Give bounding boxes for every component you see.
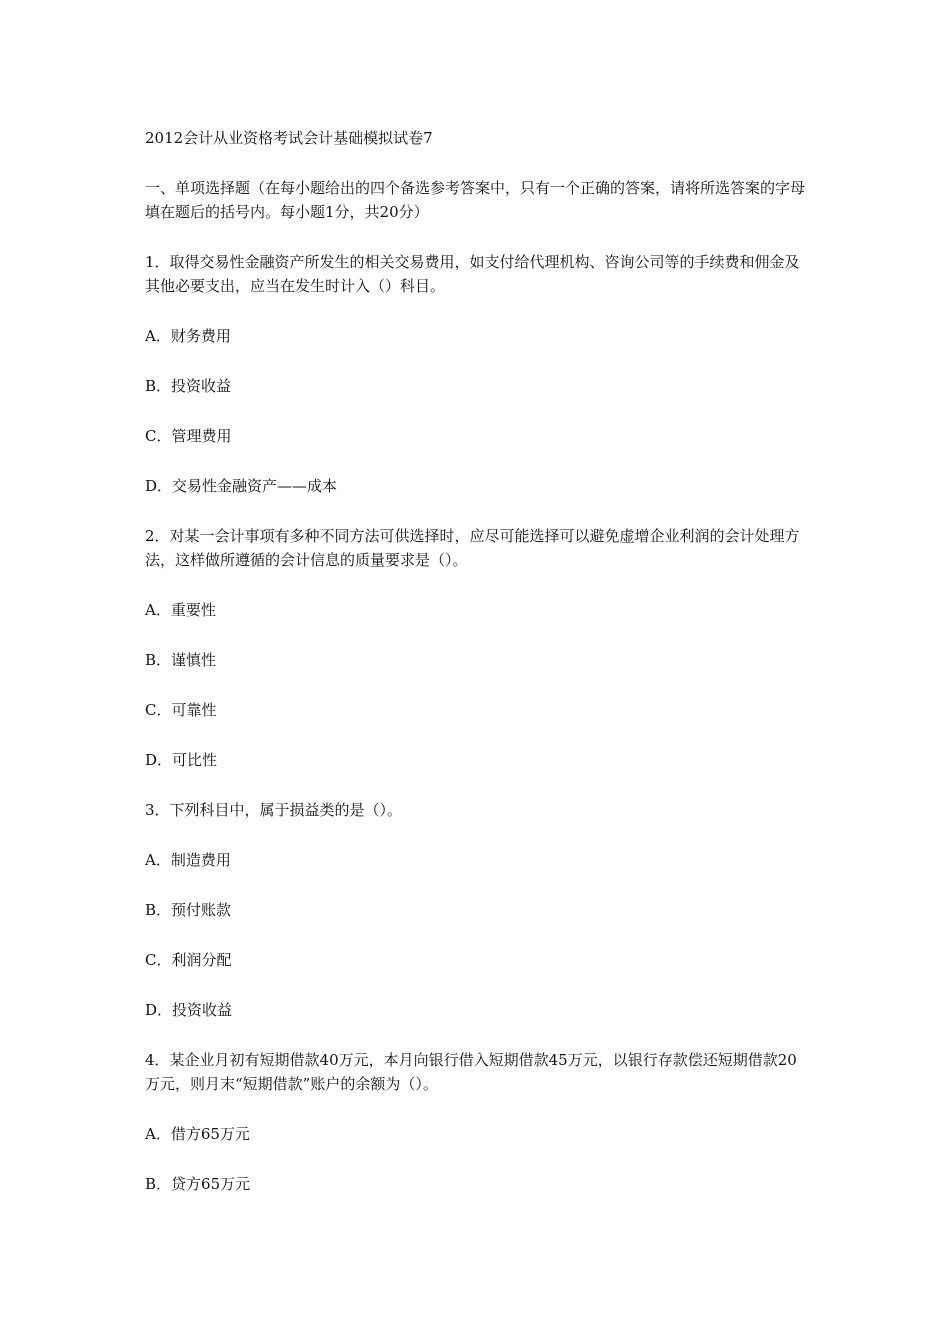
document-title: 2012会计从业资格考试会计基础模拟试卷7 bbox=[145, 129, 433, 147]
option-a: A．财务费用 bbox=[145, 327, 231, 345]
option-d: D．交易性金融资产——成本 bbox=[145, 477, 338, 495]
option-b: B．投资收益 bbox=[145, 377, 232, 395]
option-c: C．管理费用 bbox=[145, 427, 232, 445]
question-3 bbox=[145, 798, 810, 1022]
option-b: B．预付账款 bbox=[145, 901, 232, 919]
question-text: 1．取得交易性金融资产所发生的相关交易费用，如支付给代理机构、咨询公司等的手续费和佣金及其他必要支出，应当在发生时计入（）科目。 bbox=[145, 253, 800, 295]
question-2 bbox=[145, 524, 810, 772]
question-text: 2．对某一会计事项有多种不同方法可供选择时，应尽可能选择可以避免虚增企业利润的会计处理方法，这样做所遵循的会计信息的质量要求是（）。 bbox=[145, 527, 800, 569]
option-b: B．谨慎性 bbox=[145, 651, 217, 669]
section-heading: 一、单项选择题（在每小题给出的四个备选参考答案中，只有一个正确的答案，请将所选答案的字母填在题后的括号内。每小题1分，共20分） bbox=[145, 179, 806, 221]
option-a: A．制造费用 bbox=[145, 851, 231, 869]
question-text: 4．某企业月初有短期借款40万元，本月向银行借入短期借款45万元，以银行存款偿还短期借款20万元，则月末“短期借款”账户的余额为（）。 bbox=[145, 1051, 797, 1093]
option-a: A．重要性 bbox=[145, 601, 216, 619]
question-text: 3．下列科目中，属于损益类的是（）。 bbox=[145, 801, 403, 819]
option-c: C．可靠性 bbox=[145, 701, 217, 719]
option-d: D．可比性 bbox=[145, 751, 218, 769]
option-a: A．借方65万元 bbox=[145, 1125, 250, 1143]
option-d: D．投资收益 bbox=[145, 1001, 233, 1019]
option-b: B．贷方65万元 bbox=[145, 1175, 251, 1193]
question-4 bbox=[145, 1048, 810, 1196]
option-c: C．利润分配 bbox=[145, 951, 232, 969]
question-1 bbox=[145, 250, 810, 498]
document-page bbox=[145, 126, 810, 1222]
